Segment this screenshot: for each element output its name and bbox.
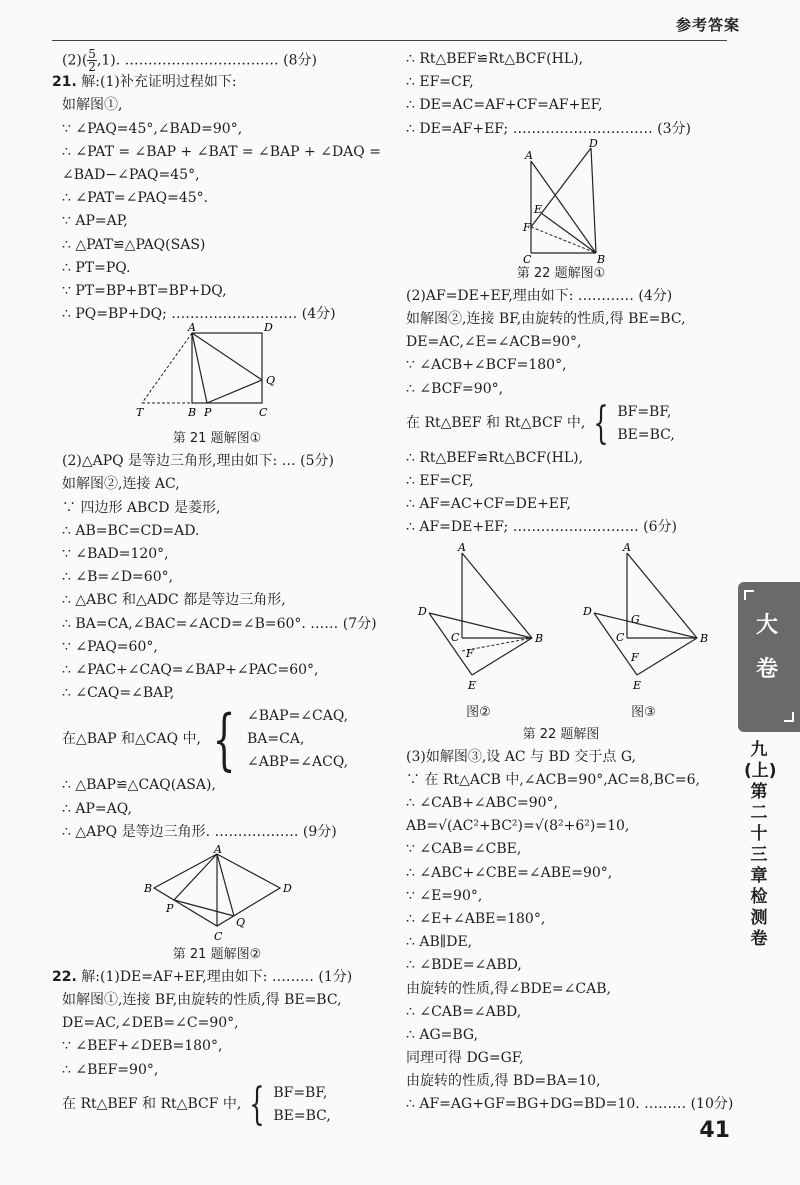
label-D: D [582,605,592,619]
answer-line: ∴ ∠E+∠ABE=180°, [406,910,546,927]
fraction-denominator: 2 [88,60,96,74]
answer-line: ∴ AG=BG, [406,1026,479,1043]
answer-line: ∵ 在 Rt△ACB 中,∠ACB=90°,AC=8,BC=6, [406,771,700,788]
answer-line: ∴ ∠PAT = ∠BAP + ∠BAT = ∠BAP + ∠DAQ = [62,143,381,160]
question-number: 22. [52,968,77,985]
text: BE=BC, [273,1107,331,1124]
answer-line: ∴ ∠PAT=∠PAQ=45°. [62,190,209,207]
answer-line: ∴ AB=BC=CD=AD. [62,522,200,539]
label-B: B [188,406,197,420]
answer-line: 如解图①,连接 BF,由旋转的性质,得 BE=BC, [62,992,342,1009]
answer-line: ∵ ∠CAB=∠CBE, [406,841,522,858]
figure-caption: 图③ [631,704,656,720]
figure-caption: 第 21 题解图① [172,431,262,447]
text: BF=BF, [273,1084,328,1101]
answer-line: ∴ ∠BEF=90°, [62,1061,159,1078]
answer-line: ∴ EF=CF, [406,74,474,91]
answer-line: 如解图②,连接 BF,由旋转的性质,得 BE=BC, [406,310,686,327]
answer-line: ∴ △PAT≌△PAQ(SAS) [62,236,206,253]
answer-line: DE=AC,∠DEB=∠C=90°, [62,1015,239,1032]
brace-block [52,700,382,778]
answer-line: ∴ Rt△BEF≌Rt△BCF(HL), [406,449,584,466]
brace-stack [617,401,674,447]
text: BE=BC, [617,426,675,443]
label-B: B [699,632,708,646]
answer-line: ∴ EF=CF, [406,472,474,489]
tab-corner [784,712,794,722]
answer-line: ∵ ∠BEF+∠DEB=180°, [62,1038,223,1055]
label-C: C [450,631,459,645]
answer-line: ∴ AP=AQ, [62,800,132,817]
figure-caption: 图② [466,704,491,720]
answer-line: ∵ AP=AP, [62,213,128,230]
answer-line: ∴ △APQ 是等边三角形. ……………… (9分) [62,823,337,840]
answer-line: ∴ △BAP≌△CAQ(ASA), [62,777,216,794]
answer-line: ∴ ∠BCF=90°, [406,380,504,397]
answer-line: (2)△APQ 是等边三角形,理由如下: … (5分) [62,453,334,470]
figure-22-2 [414,543,544,693]
label-A: A [525,148,533,162]
fraction-numerator: 5 [88,47,96,61]
label-T: T [136,406,144,420]
answer-line [52,966,382,989]
answer-line: 由旋转的性质,得∠BDE=∠CAB, [406,980,611,997]
answer-line: ∴ PQ=BP+DQ; ……………………… (4分) [62,306,336,323]
answer-line: ∴ ∠CAB+∠ABC=90°, [406,795,559,812]
figure-22-1 [501,136,621,266]
label-D: D [589,136,598,150]
figure-22-2-wrap [414,543,544,723]
answer-line: ∵ ∠PAQ=45°,∠BAD=90°, [62,120,243,137]
label-D: D [417,605,427,619]
brace-block [396,397,726,449]
tab-corner [744,590,754,600]
label-E: E [632,679,641,693]
answer-line: ∵ ∠PAQ=60°, [62,638,158,655]
answer-line: ∴ DE=AF+EF; ………………………… (3分) [406,120,691,137]
figure-caption: 第 22 题解图 [522,726,600,742]
answer-line: ∵ 四边形 ABCD 是菱形, [62,499,221,516]
label-A: A [188,321,196,335]
label-A: A [214,842,222,856]
label-E: E [534,202,543,216]
answer-line: ∴ AF=DE+EF; ……………………… (6分) [406,519,677,536]
answer-line: ∴ ∠B=∠D=60°, [62,569,174,586]
label-C: C [615,631,624,645]
label-E: E [467,679,476,693]
answer-line: 由旋转的性质,得 BD=BA=10, [406,1073,601,1090]
text: (2)( [62,52,88,69]
brace-stack [273,1082,330,1128]
answer-line: DE=AC,∠E=∠ACB=90°, [406,334,582,351]
answer-line: (2)AF=DE+EF,理由如下: ………… (4分) [406,287,673,304]
text: 在 Rt△BEF 和 Rt△BCF 中, [406,415,586,432]
answer-line: ∴ △ABC 和△ADC 都是等边三角形, [62,592,286,609]
answer-line: ∴ ∠CAQ=∠BAP, [62,685,175,702]
label-A: A [622,541,631,555]
answer-line: ∴ AF=AC+CF=DE+EF, [406,496,571,513]
tab-label: 大 [756,613,779,638]
figure-caption: 第 21 题解图② [172,946,262,962]
label-C: C [214,929,223,943]
section-tab [738,582,800,732]
answer-line: ∴ ∠BDE=∠ABD, [406,957,522,974]
answer-line: (3)如解图③,设 AC 与 BD 交于点 G, [406,748,637,765]
text: ∠BAP=∠CAQ, [247,708,349,725]
figure-22-3-wrap [579,543,709,723]
answer-line: ∴ ∠PAC+∠CAQ=∠BAP+∠PAC=60°, [62,661,319,678]
label-F: F [523,220,531,234]
page-number: 41 [699,1118,730,1143]
figure-22-3 [579,543,709,693]
answer-line: ∴ AB∥DE, [406,934,473,951]
label-A: A [457,541,466,555]
question-number: 21. [52,74,77,91]
answer-line: 如解图①, [62,97,123,114]
text: ,1). …………………………… (8分) [96,52,317,69]
answer-line: ∴ PT=PQ. [62,259,131,276]
answer-line [52,47,382,74]
label-Q: Q [266,374,276,388]
brace-block [52,1078,382,1130]
header-rule [52,40,727,41]
answer-line: ∴ ∠ABC+∠CBE=∠ABE=90°, [406,864,613,881]
brace-stack [247,705,348,774]
label-Q: Q [236,915,246,929]
answer-line: ∴ ∠CAB=∠ABD, [406,1003,522,1020]
label-B: B [597,252,606,266]
figure-21-2 [132,842,302,944]
text: BA=CA, [247,731,305,748]
label-F: F [630,651,639,665]
brace: { [212,700,236,778]
text: 在 Rt△BEF 和 Rt△BCF 中, [62,1096,242,1113]
figure-caption: 第 22 题解图① [516,265,606,281]
figure-22-pair [396,543,726,723]
answer-line: ∴ AF=AG+GF=BG+DG=BD=10. ……… (10分) [406,1096,734,1113]
answer-line: ∴ DE=AC=AF+CF=AF+EF, [406,97,603,114]
label-F: F [465,647,474,661]
figure-21-1 [132,321,302,428]
right-column [396,48,734,1117]
label-C: C [523,252,532,266]
label-P: P [166,901,174,915]
answer-line: AB=√(AC²+BC²)=√(8²+6²)=10, [406,818,630,835]
label-B: B [144,881,153,895]
label-D: D [264,321,273,335]
brace: { [593,397,610,449]
answer-line: ∵ ∠BAD=120°, [62,546,169,562]
answer-line: ∵ PT=BP+BT=BP+DQ, [62,282,227,299]
label-C: C [259,406,268,420]
answer-line: ∵ ∠E=90°, [406,887,483,904]
label-B: B [534,632,543,646]
text: ∠ABP=∠ACQ, [247,754,349,771]
text: 解:(1)补充证明过程如下: [81,74,237,91]
answer-line: 同理可得 DG=GF, [406,1050,524,1067]
text: BF=BF, [617,403,672,420]
answer-line: ∴ Rt△BEF≌Rt△BCF(HL), [406,51,584,67]
text: 在△BAP 和△CAQ 中, [62,731,202,748]
label-G: G [630,613,640,627]
answer-line: ∵ ∠ACB+∠BCF=180°, [406,357,567,374]
answer-line: ∴ BA=CA,∠BAC=∠ACD=∠B=60°. …… (7分) [62,615,377,632]
answer-line: 如解图②,连接 AC, [62,476,180,493]
tab-label: 卷 [756,657,779,682]
brace: { [249,1078,266,1130]
page-header-title: 参考答案 [675,16,740,34]
left-column [52,48,382,1128]
label-P: P [204,406,212,420]
chapter-label: 九(上)第二十三章检测卷 [744,740,777,949]
answer-line [52,71,382,94]
fraction [87,48,97,73]
answer-line: ∠BAD−∠PAQ=45°, [62,166,200,183]
label-D: D [283,881,292,895]
text: 解:(1)DE=AF+EF,理由如下: ……… (1分) [81,968,353,985]
